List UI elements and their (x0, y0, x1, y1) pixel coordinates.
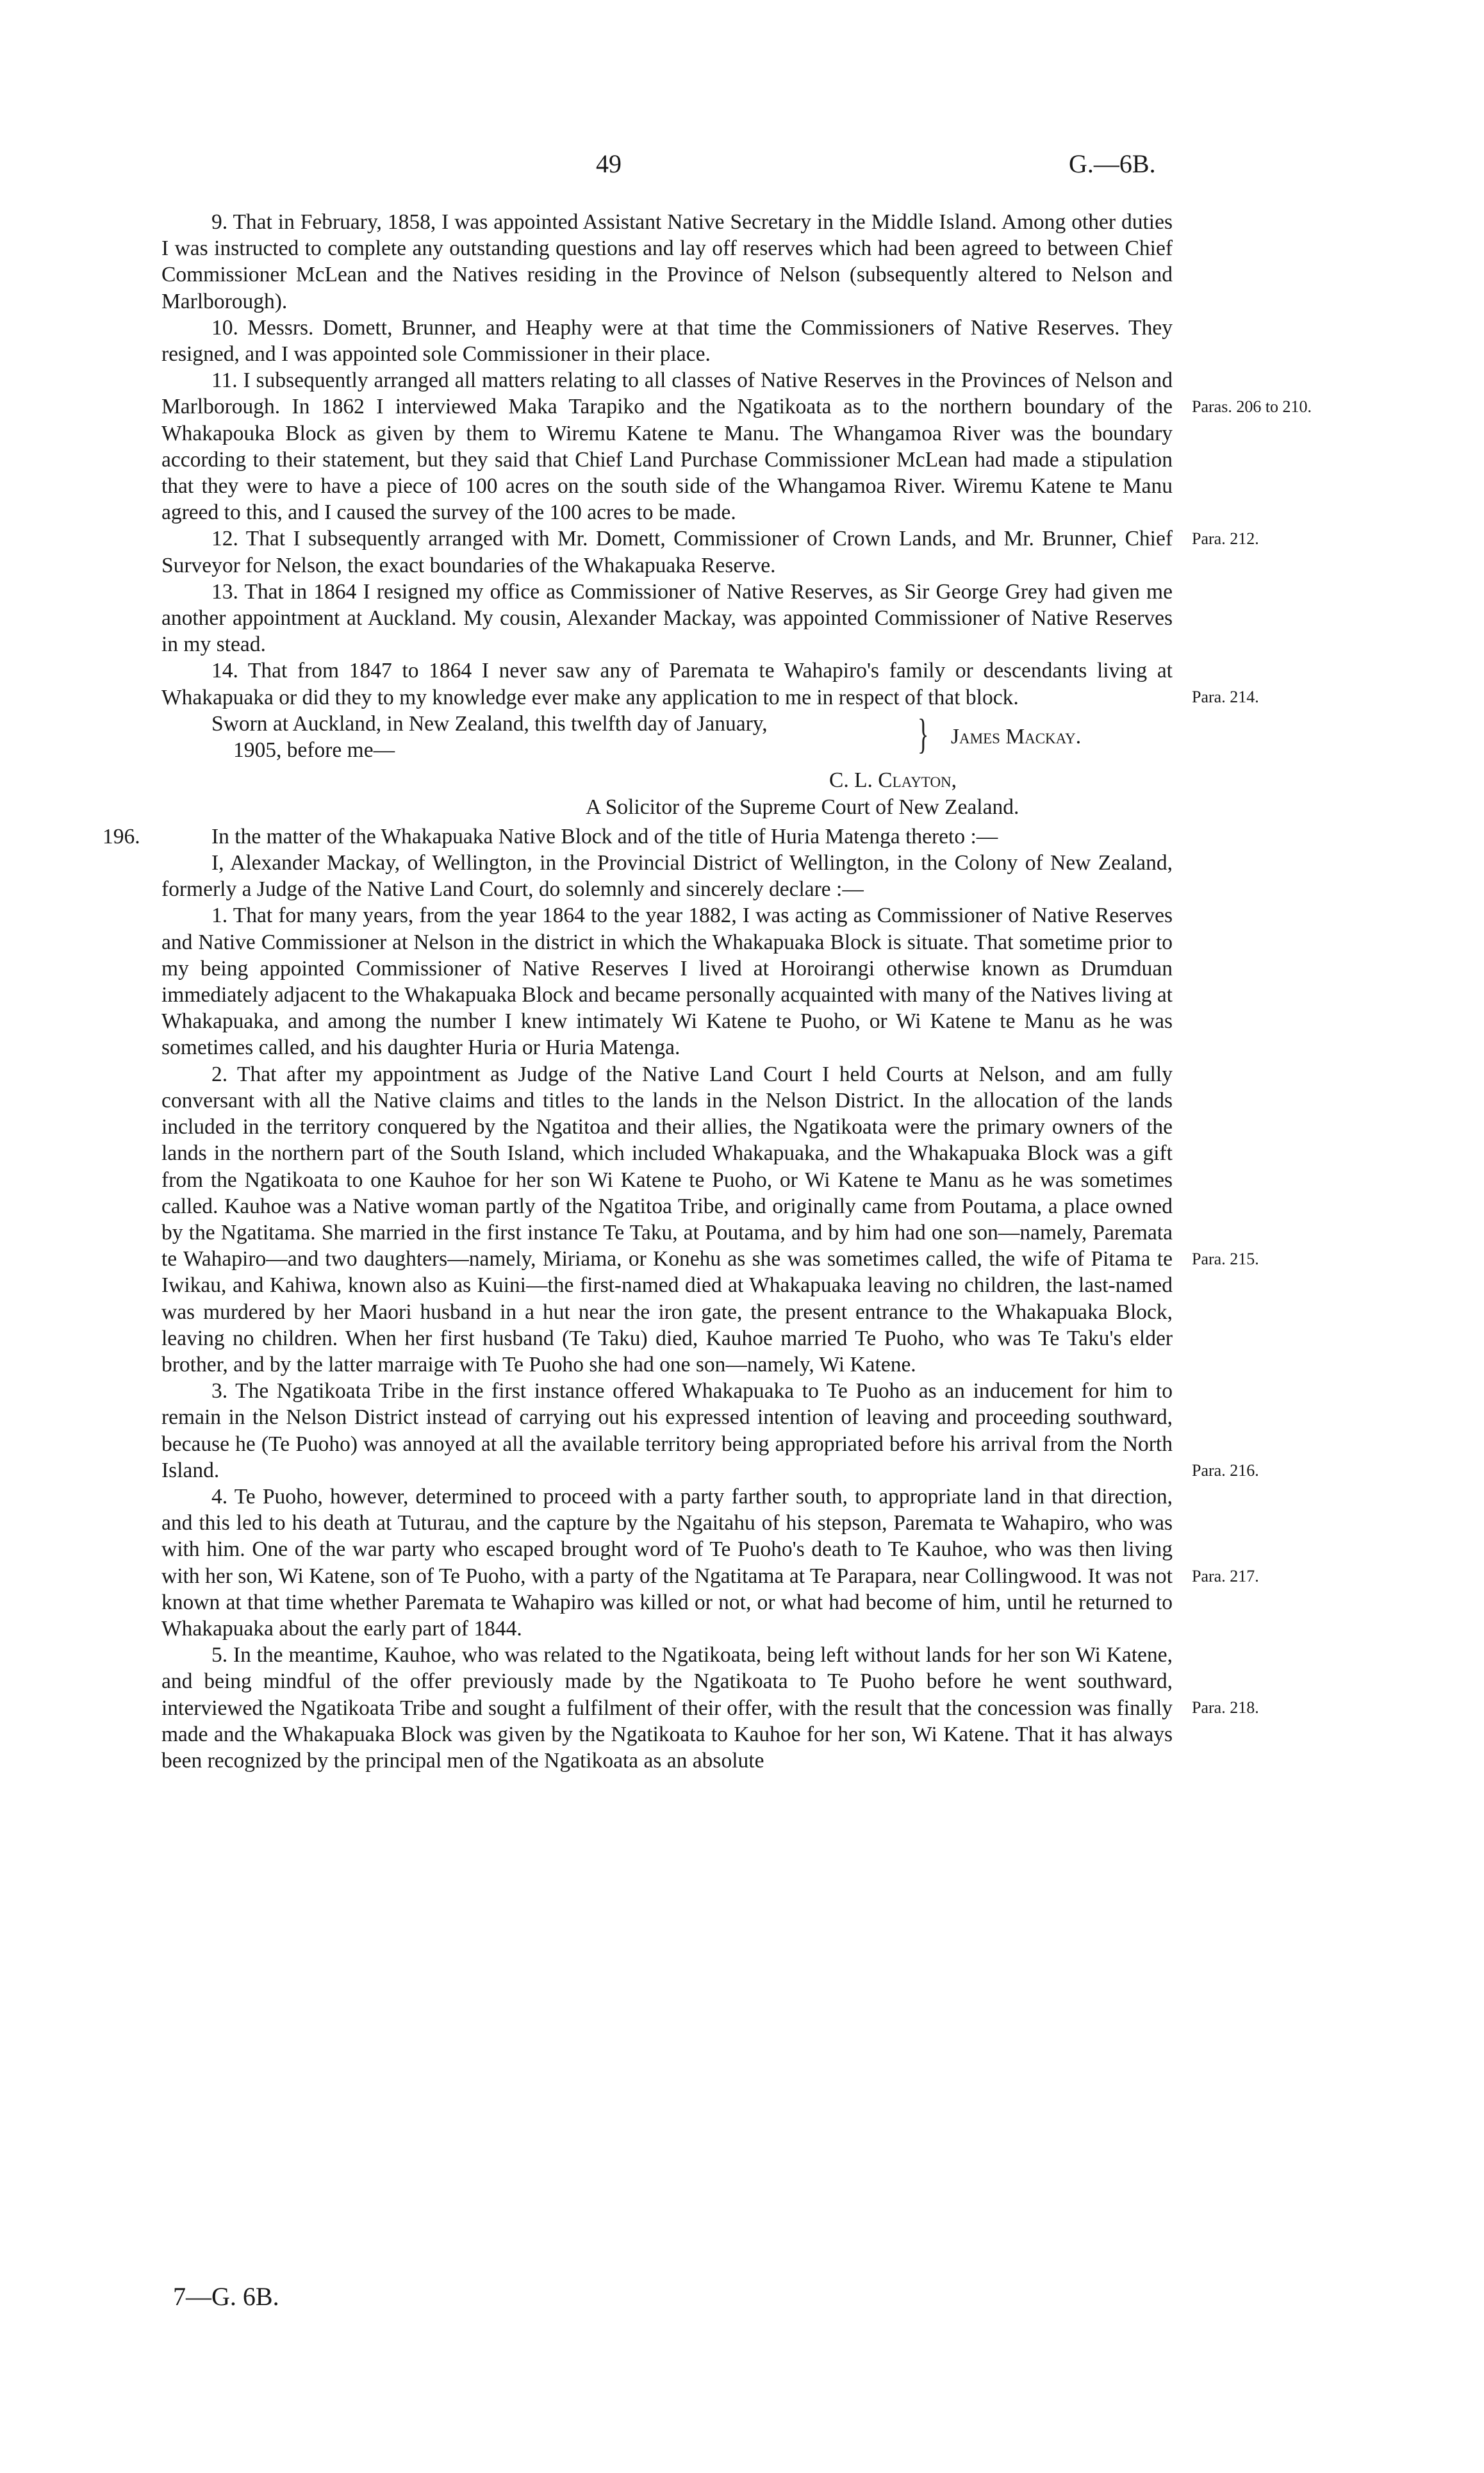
witness-name: C. L. Clayton, (829, 768, 957, 792)
paragraph-text: 10. Messrs. Domett, Brunner, and Heaphy were at that time the Commissioners of Native Reserves. They resigned, and I was appointed sole Commissioner in their place. (161, 315, 1173, 367)
paragraph-9 (161, 209, 1173, 315)
signatory-name: James Mackay. (951, 724, 1082, 749)
paragraph-4 (161, 1484, 1259, 1642)
declaration (161, 850, 1173, 902)
paragraph-10 (161, 315, 1173, 367)
margin-note: Para. 217. (1192, 1566, 1259, 1585)
paragraph-13 (161, 579, 1173, 658)
declaration-text: I, Alexander Mackay, of Wellington, in the Provincial District of Wellington, in the Colony of New Zealand, formerly a Judge of the Native Land Court, do solemnly and sincerely declare :— (161, 851, 1173, 902)
paragraph-text: 5. In the meantime, Kauhoe, who was related to the Ngatikoata, being left without lands for her son Wi Katene, and being mindful of the offer previously made by the Ngatikoata to Te Puoho before he went southward, interviewed the Ngatikoata Tribe and sought a fulfilment of their offer, with the result that the concession was finally made and the Whakapuaka Block was given by the Ngatikoata to Kauhoe for her son, Wi Katene. That it has always been recognized by the principal men of the Ngatikoata as an absolute (161, 1643, 1173, 1773)
paragraph-5 (161, 1642, 1259, 1774)
margin-note: Para. 216. (1192, 1461, 1259, 1480)
paragraph-11 (161, 367, 1312, 525)
sworn-line-1: Sworn at Auckland, in New Zealand, this twelfth day of January, (211, 711, 768, 736)
paragraph-text: 3. The Ngatikoata Tribe in the first instance offered Whakapuaka to Te Puoho as an inducement for him to remain in the Nelson District instead of carrying out his expressed intention of leaving and proceeding southward, because he (Te Puoho) was annoyed at all the available territory being appropriated before his arrival from the North Island. (161, 1379, 1173, 1482)
paragraph-3 (161, 1378, 1259, 1484)
section-heading (103, 823, 1173, 850)
margin-note: Paras. 206 to 210. (1192, 397, 1312, 417)
margin-note: Para. 214. (1192, 688, 1259, 707)
paragraph-text: 11. I subsequently arranged all matters relating to all classes of Native Reserves in the Provinces of Nelson and Marlborough. In 1862 I interviewed Maka Tarapiko and the Ngatikoata as to the northern boundary of the Whakapouka Block as given by them to Wiremu Katene te Manu. The Whangamoa River was the boundary according to their statement, but they said that Chief Land Purchase Commissioner McLean had made a stipulation that they were to have a piece of 100 acres on the south side of the Whangamoa River. Wiremu Katene te Manu agreed to this, and I caused the survey of the 100 acres to be made. (161, 368, 1173, 525)
paragraph-text: 1. That for many years, from the year 1864 to the year 1882, I was acting as Commissioner of Native Reserves and Native Commissioner at Nelson in the district in which the Whakapuaka Block is situate. That sometime prior to my being appointed Commissioner of Native Reserves I lived at Horoirangi otherwise known as Drumduan immediately adjacent to the Whakapuaka Block and became personally acquainted with many of the Natives living at Whakapuaka, and among the number I knew intimately Wi Katene te Puoho, or Wi Katene te Manu as he was sometimes called, and his daughter Huria or Huria Matenga. (161, 904, 1173, 1060)
margin-note: Para. 215. (1192, 1249, 1259, 1268)
signature-mark: 7—G. 6B. (173, 2282, 279, 2311)
paragraph-text: 4. Te Puoho, however, determined to proceed with a party farther south, to appropriate land in that direction, and this led to his death at Tuturau, and the capture by the Ngaitahu of his stepson, Paremata te Wahapiro, who was with him. One of the war party who escaped brought word of Te Puoho's death to Te Kauhoe, who was then living with her son, Wi Katene, son of Te Puoho, with a party of the Ngatitama at Te Parapara, near Collingwood. It was not known at that time whether Paremata te Wahapiro was killed or not, or what had become of him, until he returned to Whakapuaka about the early part of 1844. (161, 1484, 1173, 1641)
margin-note: Para. 212. (1192, 529, 1259, 549)
paragraph-text: 12. That I subsequently arranged with Mr. Domett, Commissioner of Crown Lands, and Mr. Brunner, Chief Surveyor for Nelson, the exact boundaries of the Whakapuaka Reserve. (161, 527, 1173, 577)
witness-title: A Solicitor of the Supreme Court of New Zealand. (586, 795, 1019, 819)
series-reference: G.—6B. (1069, 149, 1156, 178)
heading-text: In the matter of the Whakapuaka Native Block and of the title of Huria Matenga thereto :— (211, 824, 998, 848)
page-number: 49 (596, 149, 622, 178)
sworn-statement (161, 711, 1173, 823)
paragraph-1 (161, 902, 1173, 1061)
section-number: 196. (103, 824, 140, 848)
brace-mark: } (918, 710, 929, 757)
paragraph-2 (161, 1061, 1259, 1378)
paragraph-text: 14. That from 1847 to 1864 I never saw any of Paremata te Wahapiro's family or descendants living at Whakapuaka or did they to my knowledge ever make any application to me in respect of that block. (161, 659, 1173, 709)
paragraph-text: 2. That after my appointment as Judge of the Native Land Court I held Courts at Nelson, and am fully conversant with all the Native claims and titles to the lands in the Nelson District. In the allocation of the lands included in the territory conquered by the Ngatitoa and their allies, the Ngatikoata were the primary owners of the lands in the northern part of the South Island, which included Whakapuaka, and the Whakapuaka Block was a gift from the Ngatikoata to one Kauhoe for her son Wi Katene te Puoho, or Wi Katene te Manu as he was sometimes called. Kauhoe was a Native woman partly of the Ngatitoa Tribe, and originally came from Poutama, a place owned by the Ngatitama. She married in the first instance Te Taku, at Poutama, and by him had one son—namely, Paremata te Wahapiro—and two daughters—namely, Miriama, or Konehu as she was sometimes called, the wife of Pitama te Iwikau, and Kahiwa, known also as Kuini—the first-named died at Whakapuaka leaving no children, the last-named was murdered by her Maori husband in a hut near the iron gate, the present entrance to the Whakapuaka Block, leaving no children. When her first husband (Te Taku) died, Kauhoe married Te Puoho, who was Te Taku's elder brother, and by the latter marraige with Te Puoho she had one son—namely, Wi Katene. (161, 1062, 1173, 1377)
paragraph-text: 9. That in February, 1858, I was appointed Assistant Native Secretary in the Middle Island. Among other duties I was instructed to complete any outstanding questions and lay off reserves which had been agreed to between Chief Commissioner McLean and the Natives residing in the Province of Nelson (subsequently altered to Nelson and Marlborough). (161, 210, 1173, 313)
sworn-line-2: 1905, before me— (233, 738, 395, 762)
paragraph-text: 13. That in 1864 I resigned my office as Commissioner of Native Reserves, as Sir George Grey had given me another appointment at Auckland. My cousin, Alexander Mackay, was appointed Commissioner of Native Reserves in my stead. (161, 579, 1173, 657)
paragraph-12 (161, 525, 1259, 578)
paragraph-14 (161, 658, 1259, 710)
document-body (103, 209, 1312, 1774)
margin-note: Para. 218. (1192, 1698, 1259, 1717)
